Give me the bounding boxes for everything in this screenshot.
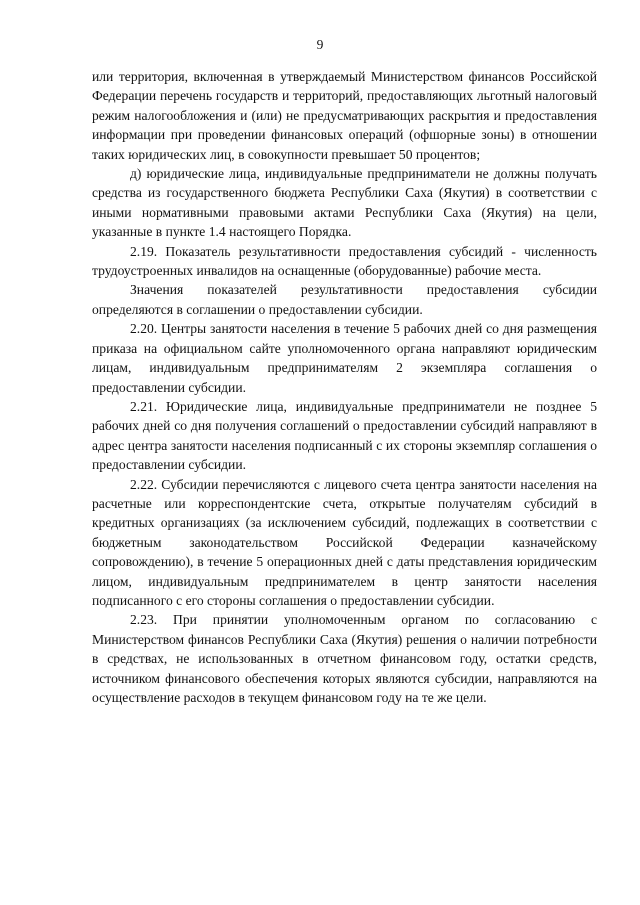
paragraph-2-20: 2.20. Центры занятости населения в течение 5 рабочих дней со дня размещения приказа на официальном сайте уполномоченного органа направляют юридическим лицам, индивидуальным предпринимателям 2 экземпляра соглашения о предоставлении субсидии. bbox=[92, 321, 597, 395]
page-number: 9 bbox=[316, 37, 324, 52]
paragraph-2-22: 2.22. Субсидии перечисляются с лицевого счета центра занятости населения на расчетные или корреспондентские счета, открытые получателям субсидий в кредитных организациях (за исключением субсидий, подлежащих в соответствии с бюджетным законодательством Российской Федерации казначейскому сопровождению), в течение 5 операционных дней с даты представления юридическим лицом, индивидуальным предпринимателем в центр занятости населения подписанного с его стороны соглашения о предоставлении субсидии. bbox=[92, 476, 597, 608]
paragraph-2-23: 2.23. При принятии уполномоченным органом по согласованию с Министерством финансов Республики Саха (Якутия) решения о наличии потребности в средствах, не использованных в отчетном финансовом году, остатки средств, источником финансового обеспечения которых являются субсидии, направляются на осуществление расходов в текущем финансовом году на те же цели. bbox=[92, 612, 597, 705]
document-body bbox=[92, 67, 597, 707]
paragraph-indicator-values: Значения показателей результативности предоставления субсидии определяются в соглашении о предоставлении субсидии. bbox=[92, 282, 597, 317]
paragraph-item-d: д) юридические лица, индивидуальные предприниматели не должны получать средства из государственного бюджета Республики Саха (Якутия) в соответствии с иными нормативными правовыми актами Республики Саха (Якутия) на цели, указанные в пункте 1.4 настоящего Порядка. bbox=[92, 166, 597, 240]
paragraph-2-21: 2.21. Юридические лица, индивидуальные предприниматели не позднее 5 рабочих дней со дня получения соглашений о предоставлении субсидий направляют в адрес центра занятости населения подписанный с их стороны экземпляр соглашения о предоставлении субсидии. bbox=[92, 398, 597, 473]
paragraph-offshore-continuation: или территория, включенная в утверждаемый Министерством финансов Российской Федерации перечень государств и территорий, предоставляющих льготный налоговый режим налогообложения и (или) не предусматривающих раскрытия и предоставления информации при проведении финансовых операций (офшорные зоны) в отношении таких юридических лиц, в совокупности превышает 50 процентов; bbox=[92, 69, 597, 162]
paragraph-2-19: 2.19. Показатель результативности предоставления субсидий - численность трудоустроенных инвалидов на оснащенные (оборудованные) рабочие места. bbox=[92, 243, 597, 279]
